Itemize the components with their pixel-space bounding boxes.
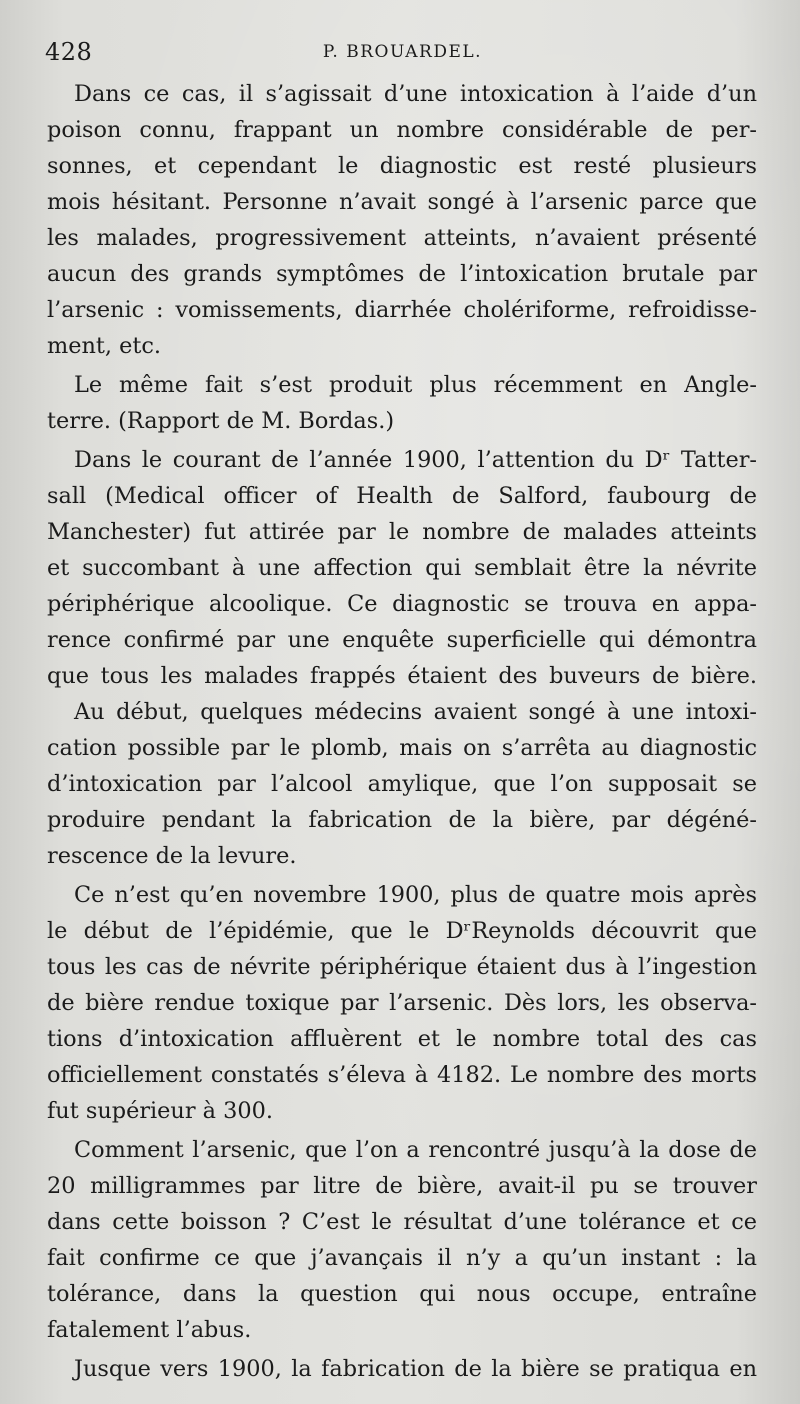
text-line: Comment l’arsenic, que l’on a rencontré jusqu’à la dose de [74,1137,757,1163]
page-header [45,36,760,70]
text-line: fait confirme ce que j’avançais il n’y a qu’un instant : la [47,1245,757,1271]
body-text [47,76,757,1387]
text-line: Dans le courant de l’année 1900, l’attention du Dʳ Tatter- [74,447,757,473]
text-line: mois hésitant. Personne n’avait songé à l’arsenic parce que [47,189,757,215]
text-line: aucun des grands symptômes de l’intoxication brutale par [47,261,757,287]
page-number: 428 [45,38,93,66]
text-line: tous les cas de névrite périphérique étaient dus à l’ingestion [47,954,757,980]
text-line: Manchester) fut attirée par le nombre de malades atteints [47,519,757,545]
text-line: 20 milligrammes par litre de bière, avait-il pu se trouver [47,1173,757,1199]
text-line: que tous les malades frappés étaient des buveurs de bière. [47,663,757,689]
text-line: tolérance, dans la question qui nous occupe, entraîne [47,1281,757,1307]
text-line: poison connu, frappant un nombre considérable de per- [47,117,757,143]
text-line: produire pendant la fabrication de la bière, par dégéné- [47,807,757,833]
text-line: et succombant à une affection qui semblait être la névrite [47,555,757,581]
text-line: de bière rendue toxique par l’arsenic. Dès lors, les observa- [47,990,757,1016]
text-line: Dans ce cas, il s’agissait d’une intoxication à l’aide d’un [74,81,757,107]
text-line: rence confirmé par une enquête superficielle qui démontra [47,627,757,653]
text-line: les malades, progressivement atteints, n’avaient présenté [47,225,757,251]
text-line: sonnes, et cependant le diagnostic est resté plusieurs [47,153,757,179]
text-line: d’intoxication par l’alcool amylique, que l’on supposait se [47,771,757,797]
text-line: Ce n’est qu’en novembre 1900, plus de quatre mois après [74,882,757,908]
text-line: fatalement l’abus. [47,1317,252,1343]
text-line: périphérique alcoolique. Ce diagnostic se trouva en appa- [47,591,757,617]
text-line: cation possible par le plomb, mais on s’arrêta au diagnostic [47,735,757,761]
text-line: Jusque vers 1900, la fabrication de la bière se pratiqua en [74,1356,757,1382]
text-line: dans cette boisson ? C’est le résultat d’une tolérance et ce [47,1209,757,1235]
text-line: sall (Medical officer of Health de Salford, faubourg de [47,483,757,509]
text-line: tions d’intoxication affluèrent et le nombre total des cas [47,1026,757,1052]
text-line: l’arsenic : vomissements, diarrhée cholériforme, refroidisse- [47,297,757,323]
running-head: P. BROUARDEL. [322,42,483,62]
text-line: Au début, quelques médecins avaient songé à une intoxi- [74,699,757,725]
text-line: le début de l’épidémie, que le DʳReynolds découvrit que [47,918,757,944]
text-line: officiellement constatés s’éleva à 4182. Le nombre des morts [47,1062,757,1088]
text-line: terre. (Rapport de M. Bordas.) [47,408,395,434]
text-line: rescence de la levure. [47,843,297,869]
text-line: fut supérieur à 300. [47,1098,273,1124]
text-line: ment, etc. [47,333,162,359]
text-line: Le même fait s’est produit plus récemment en Angle- [74,372,757,398]
